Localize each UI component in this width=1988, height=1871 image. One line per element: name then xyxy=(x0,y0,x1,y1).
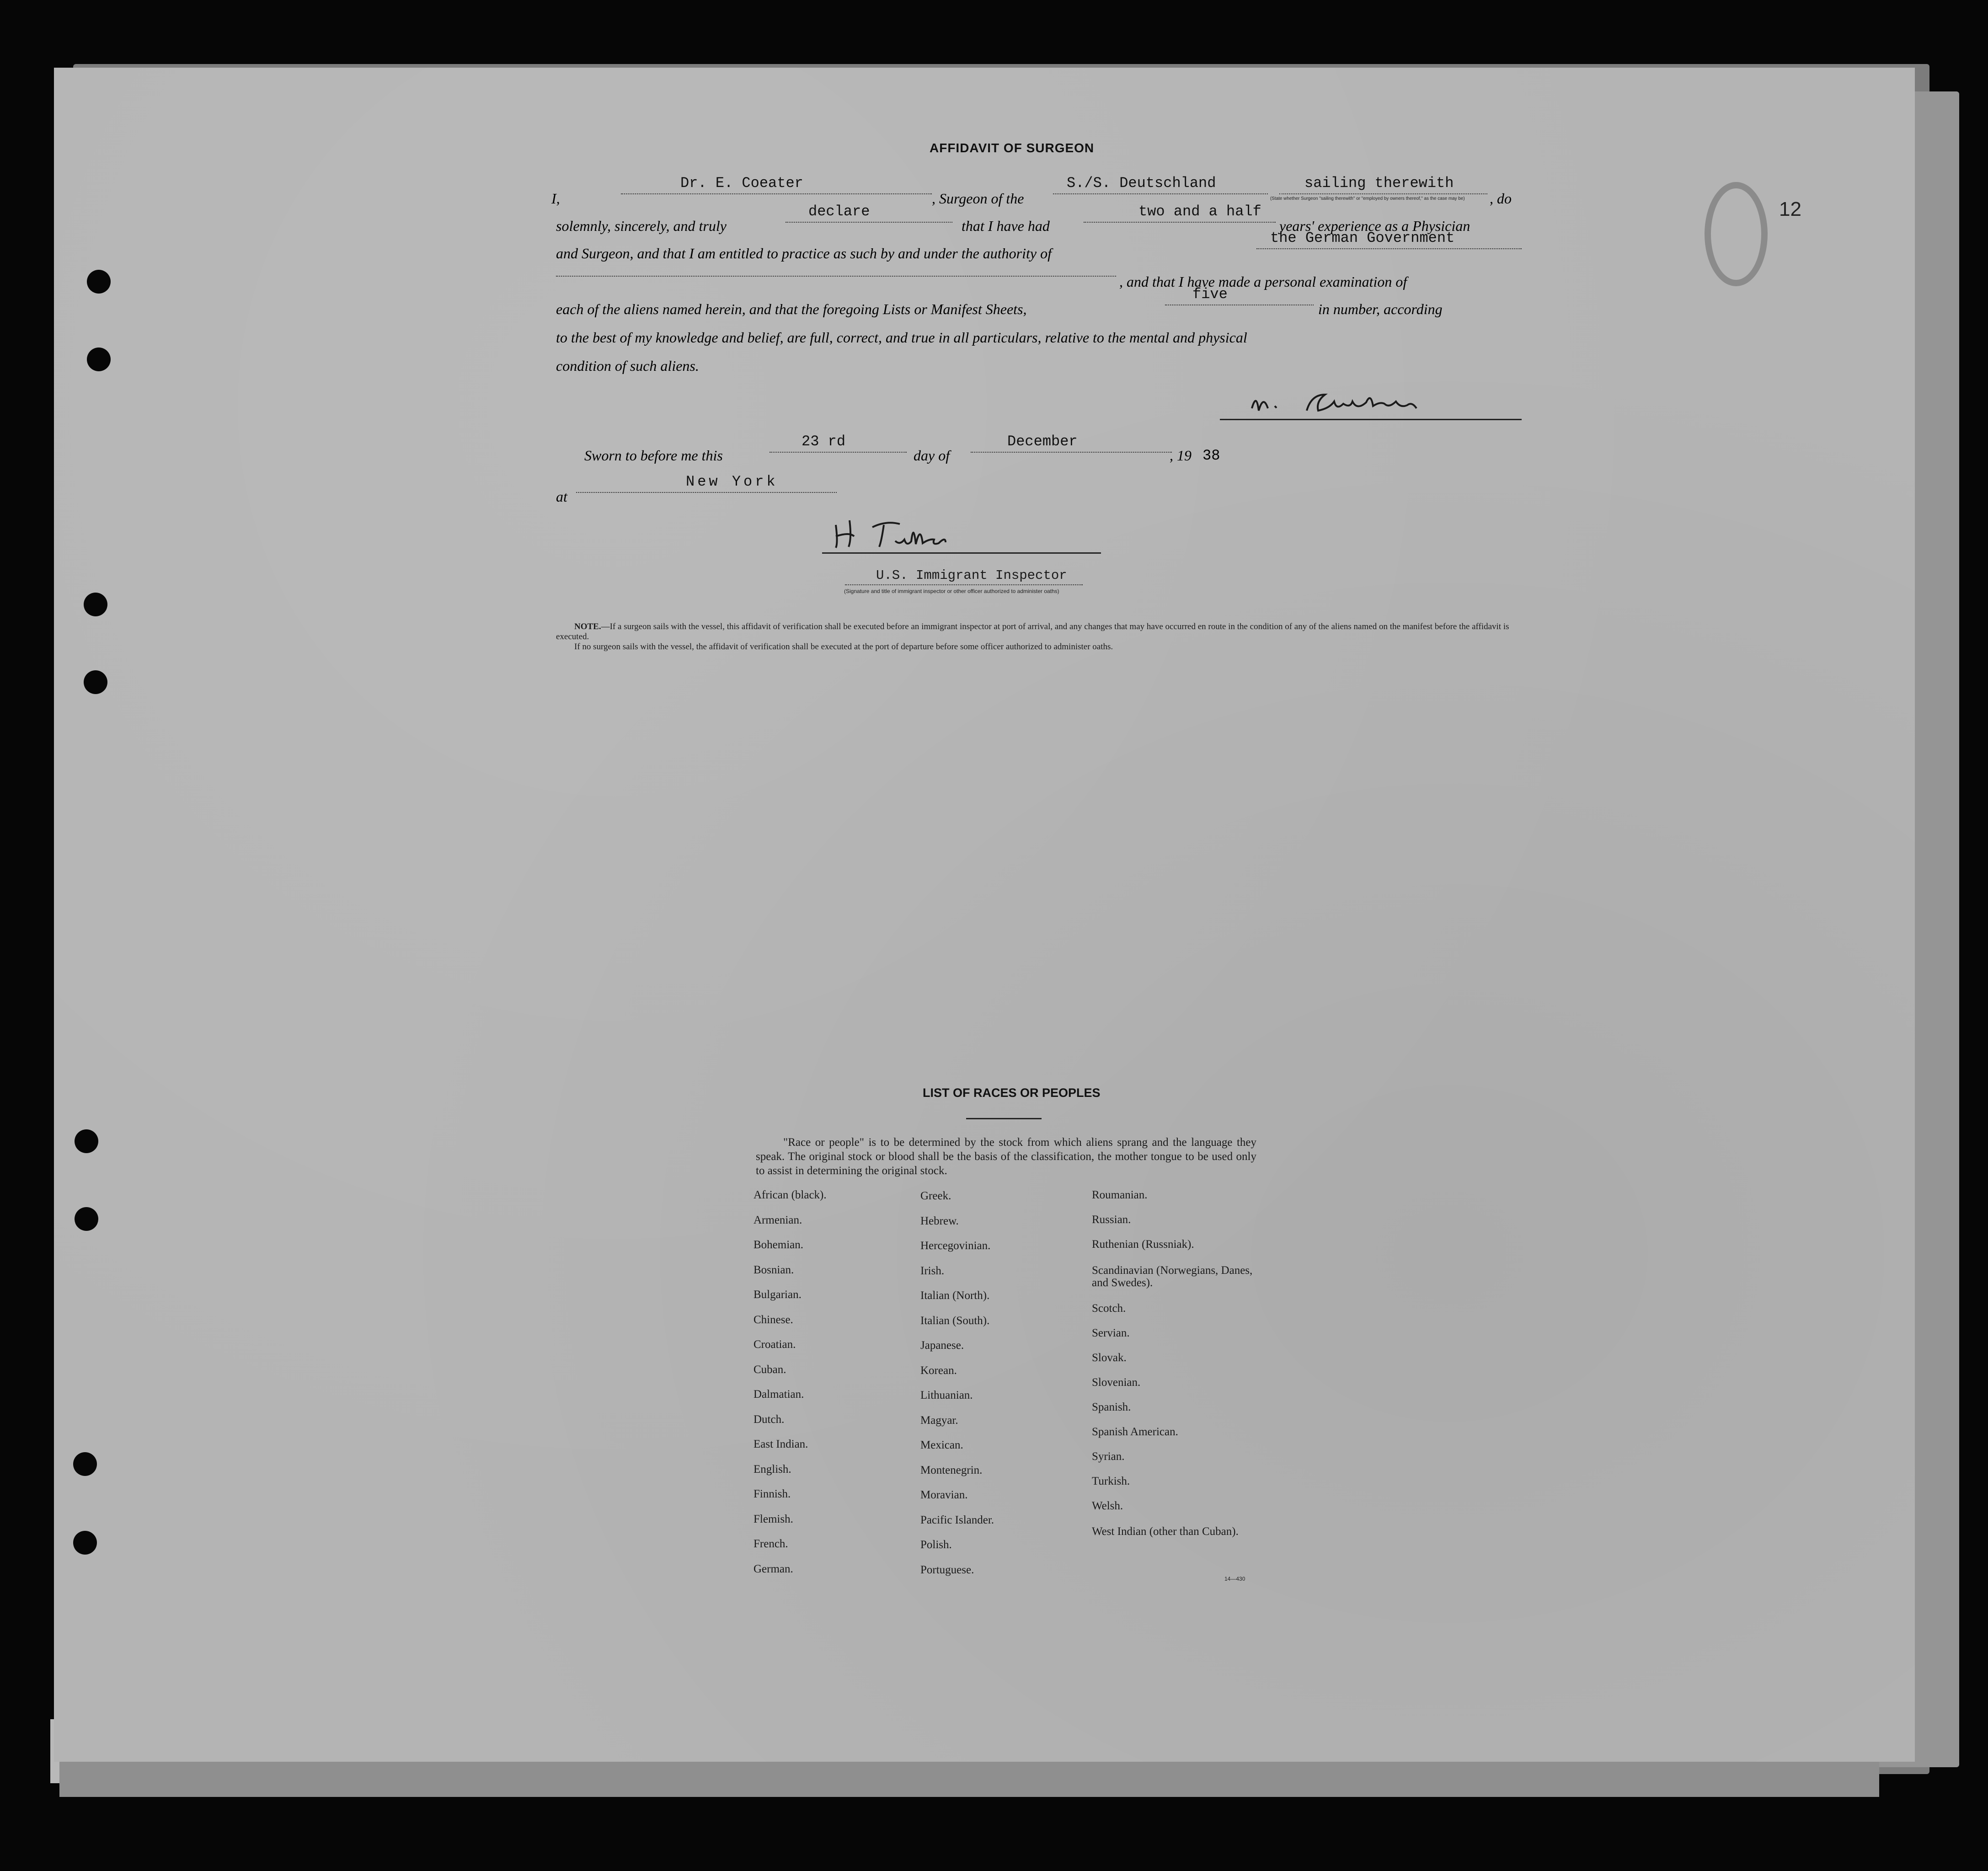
race-item: Montenegrin. xyxy=(920,1464,983,1476)
surgeon-name-field xyxy=(621,175,932,194)
race-item: East Indian. xyxy=(754,1438,808,1450)
race-item: Slovenian. xyxy=(1092,1376,1141,1389)
text-best-knowledge: to the best of my knowledge and belief, are full, correct, and true in all particulars, relative to the mental and physical xyxy=(556,329,1247,346)
month-value: December xyxy=(1007,433,1078,450)
page-number: 12 xyxy=(1779,198,1801,220)
race-item: Turkish. xyxy=(1092,1475,1130,1487)
punch-hole xyxy=(87,270,111,294)
races-intro: "Race or people" is to be determined by the stock from which aliens sprang and the language they speak. The original stock or blood shall be the basis of the classification, the mother tongue to be used only to assist in determining the original stock. xyxy=(756,1136,1256,1177)
document-page xyxy=(54,68,1915,1762)
ship-value: S./S. Deutschland xyxy=(1067,175,1216,192)
race-item: Russian. xyxy=(1092,1213,1131,1226)
text-comma-19: , 19 xyxy=(1170,447,1192,464)
race-item: Chinese. xyxy=(754,1314,793,1326)
punch-hole xyxy=(84,670,107,694)
races-title-rule xyxy=(966,1118,1042,1119)
surgeon-signature-line xyxy=(1220,383,1522,420)
day-field xyxy=(770,433,907,453)
race-item: Mexican. xyxy=(920,1439,963,1451)
race-item: Magyar. xyxy=(920,1414,958,1427)
form-number: 14—430 xyxy=(1224,1576,1245,1582)
punch-hole xyxy=(75,1129,98,1153)
faded-stamp xyxy=(1705,182,1768,286)
race-item: Italian (North). xyxy=(920,1289,990,1302)
years-value: two and a half xyxy=(1138,203,1261,220)
race-item: Bulgarian. xyxy=(754,1288,802,1301)
status-field xyxy=(1279,175,1487,194)
race-item: Hercegovinian. xyxy=(920,1240,991,1252)
race-item: Polish. xyxy=(920,1539,952,1551)
year-value: 38 xyxy=(1202,447,1220,464)
place-value: New York xyxy=(686,473,778,490)
punch-hole xyxy=(84,593,107,616)
surgeon-signature xyxy=(1220,383,1522,420)
text-condition: condition of such aliens. xyxy=(556,358,699,374)
race-item: Hebrew. xyxy=(920,1215,959,1227)
text-day-of: day of xyxy=(914,447,950,464)
punch-hole xyxy=(75,1207,98,1231)
race-item: Roumanian. xyxy=(1092,1189,1148,1201)
text-that-i-have-had: that I have had xyxy=(962,218,1050,234)
race-item: African (black). xyxy=(754,1189,827,1201)
race-item: Finnish. xyxy=(754,1488,791,1500)
authority-value: the German Government xyxy=(1270,230,1455,246)
note-text-2: If no surgeon sails with the vessel, the affidavit of verification shall be executed at the port of departure before some officer authorized to administer oaths. xyxy=(574,642,1113,652)
inspector-signature xyxy=(822,507,1101,552)
race-item: Italian (South). xyxy=(920,1315,990,1327)
punch-hole xyxy=(73,1531,97,1555)
text-at: at xyxy=(556,488,567,505)
signature-caption: (Signature and title of immigrant inspector or other officer authorized to administer oaths) xyxy=(844,588,1059,594)
races-title: LIST OF RACES OR PEOPLES xyxy=(923,1086,1101,1100)
race-item: Slovak. xyxy=(1092,1352,1127,1364)
race-item: West Indian (other than Cuban). xyxy=(1092,1525,1239,1538)
race-item: Cuban. xyxy=(754,1363,786,1376)
race-item: French. xyxy=(754,1538,788,1550)
race-item: Bosnian. xyxy=(754,1264,794,1276)
race-item: Armenian. xyxy=(754,1214,802,1226)
race-item: Moravian. xyxy=(920,1489,968,1501)
race-item: Korean. xyxy=(920,1364,957,1377)
race-item: Scandinavian (Norwegians, Danes, and Swedes). xyxy=(1092,1264,1253,1289)
text-personal-exam: , and that I have made a personal examination of xyxy=(1119,273,1407,290)
declare-value: declare xyxy=(808,203,870,220)
race-item: Irish. xyxy=(920,1265,945,1277)
race-item: Servian. xyxy=(1092,1327,1130,1339)
sheets-value: five xyxy=(1192,286,1228,303)
race-item: Ruthenian (Russniak). xyxy=(1092,1238,1194,1251)
race-item: Spanish American. xyxy=(1092,1426,1178,1438)
race-item: English. xyxy=(754,1463,791,1475)
race-item: Pacific Islander. xyxy=(920,1514,994,1526)
race-item: Dutch. xyxy=(754,1413,785,1426)
race-item: Bohemian. xyxy=(754,1239,804,1251)
race-item: German. xyxy=(754,1563,793,1575)
month-field xyxy=(971,433,1172,453)
text-surgeon-of-the: , Surgeon of the xyxy=(932,190,1024,207)
declare-field xyxy=(786,203,952,223)
text-sworn: Sworn to before me this xyxy=(584,447,723,464)
text-each-alien: each of the aliens named herein, and that the foregoing Lists or Manifest Sheets, xyxy=(556,301,1027,317)
inspector-title: U.S. Immigrant Inspector xyxy=(876,568,1067,583)
status-note: (State whether Surgeon "sailing therewith" or "employed by owners thereof," as the case may be) xyxy=(1270,196,1465,201)
race-item: Lithuanian. xyxy=(920,1389,973,1401)
race-item: Spanish. xyxy=(1092,1401,1131,1413)
note-text-1: —If a surgeon sails with the vessel, this affidavit of verification shall be executed before an immigrant inspector at port of arrival, and any changes that may have occurred en route in the condition of any of the aliens named on the manifest before the affidavit is executed. xyxy=(556,622,1509,641)
text-do: , do xyxy=(1490,190,1512,207)
inspector-title-line xyxy=(845,584,1083,585)
punch-hole xyxy=(87,347,111,371)
authority-field xyxy=(1256,230,1522,249)
text-and-surgeon: and Surgeon, and that I am entitled to practice as such by and under the authority of xyxy=(556,245,1052,262)
race-item: Scotch. xyxy=(1092,1302,1126,1315)
place-field xyxy=(576,474,837,493)
text-years-experience: years' experience as a Physician xyxy=(1279,218,1470,234)
sheets-field xyxy=(1165,286,1314,305)
race-item: Syrian. xyxy=(1092,1450,1125,1463)
authority-field-continued xyxy=(556,257,1116,277)
race-item: Portuguese. xyxy=(920,1564,974,1576)
word-i: I, xyxy=(551,190,560,207)
affidavit-note xyxy=(556,622,1523,652)
ship-field xyxy=(1053,175,1268,194)
race-item: Croatian. xyxy=(754,1338,796,1351)
affidavit-title: AFFIDAVIT OF SURGEON xyxy=(930,141,1095,155)
punch-hole xyxy=(73,1452,97,1476)
years-field xyxy=(1084,203,1276,223)
race-item: Welsh. xyxy=(1092,1500,1123,1512)
race-item: Japanese. xyxy=(920,1339,964,1352)
race-item: Dalmatian. xyxy=(754,1388,804,1401)
note-label: NOTE. xyxy=(574,622,601,631)
inspector-signature-line xyxy=(822,507,1101,554)
status-value: sailing therewith xyxy=(1304,175,1454,192)
race-item: Flemish. xyxy=(754,1513,793,1525)
text-solemnly: solemnly, sincerely, and truly xyxy=(556,218,727,234)
race-item: Greek. xyxy=(920,1190,951,1202)
faded-stamp-text xyxy=(891,513,893,526)
text-in-number: in number, according xyxy=(1318,301,1443,317)
day-value: 23 rd xyxy=(802,433,846,450)
surgeon-name-value: Dr. E. Coeater xyxy=(680,175,803,192)
